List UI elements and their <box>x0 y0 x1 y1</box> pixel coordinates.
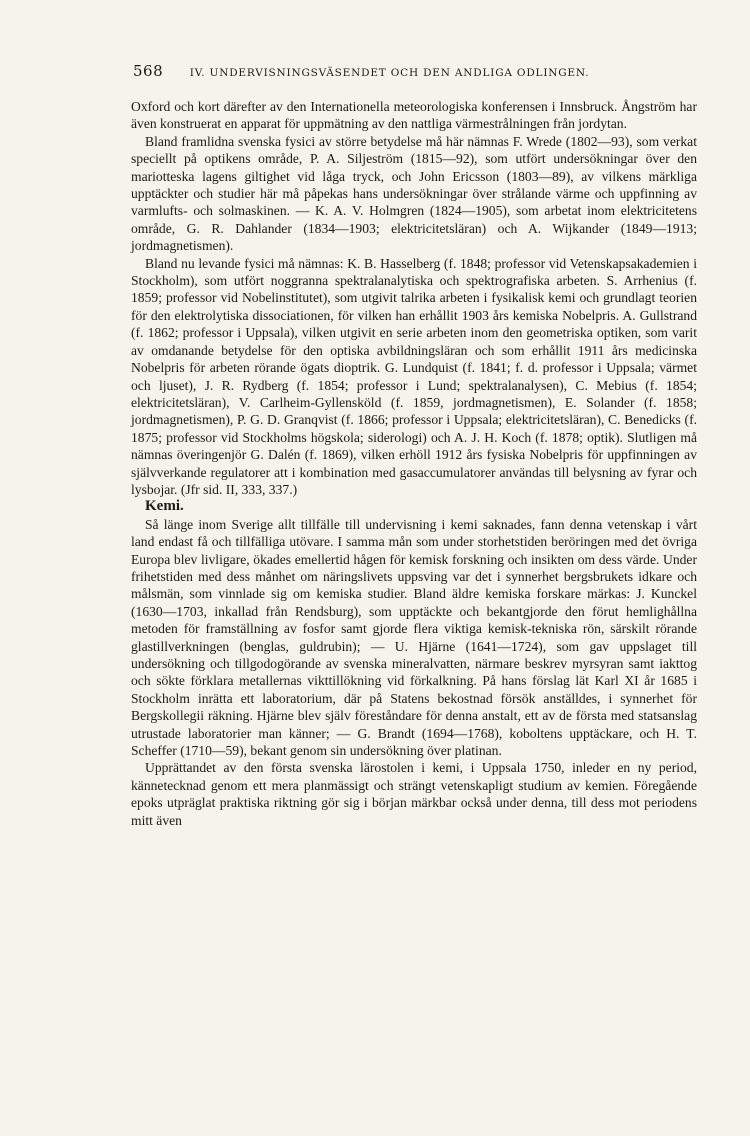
page-header <box>133 62 693 80</box>
paragraph: Upprättandet av den första svenska lärostolen i kemi, i Uppsala 1750, inleder en ny period, kännetecknad genom ett mera planmässigt och strängt vetenskapligt studium av kemien. Föregående epoks utpräglat praktiska riktning gör sig i början märkbar också under denna, till dess mot periodens mitt även <box>131 760 697 828</box>
section-heading: Kemi. <box>145 498 184 515</box>
paragraph: Bland nu levande fysici må nämnas: K. B. Hasselberg (f. 1848; professor vid Vetenskapsakademien i Stockholm), som utfört noggranna spektralanalytiska och spektrografiska arbeten. S. Arrhenius (f. 1859; professor vid Nobelinstitutet), som utgivit talrika arbeten i fysikalisk kemi och grundlagt teorien för den elektrolytiska dissociationen, för vilken han erhållit 1903 års kemiska Nobelpris. A. Gullstrand (f. 1862; professor i Uppsala), vilken utgivit en serie arbeten inom den geometriska optiken, som varit av omdanande betydelse för den optiska avbildningsläran och som erhållit 1911 års medicinska Nobelpris för arbeten rörande ögats dioptrik. G. Lundquist (f. 1841; f. d. professor i Uppsala; värmet och ljuset), J. R. Rydberg (f. 1854; professor i Lund; spektralanalysen), C. Mebius (f. 1854; elektricitetsläran), V. Carlheim-Gyllensköld (f. 1859, jordmagnetismen), E. Solander (f. 1858; jordmagnetismen), P. G. D. Granqvist (f. 1866; professor i Uppsala; elektricitetsläran), C. Benedicks (f. 1875; professor vid Stockholms högskola; siderologi) och A. J. H. Koch (f. 1878; optik). Slutligen må nämnas överingenjör G. Dalén (f. 1869), vilken erhöll 1912 års fysiska Nobelpris för uppfinningen av självverkande regulatorer att i kombination med gasaccumulatorer användas till belysning av fyrar och lysbojar. (Jfr sid. II, 333, 337.) <box>131 255 697 497</box>
paragraph: Bland framlidna svenska fysici av större betydelse må här nämnas F. Wrede (1802—93), som verkat speciellt på optikens område, P. A. Siljeström (1815—92), som utfört undersökningar över den mariotteska lagens giltighet vid låga tryck, och John Ericsson (1803—89), av vilkens märkliga upptäckter och studier här må påpekas hans undersökningar över strålande värme och uppfinning av varmlufts- och solmaskinen. — K. A. V. Holmgren (1824—1905), som arbetat inom elektricitetens område, G. R. Dahlander (1834—1903; elektricitetsläran) och A. Wijkander (1849—1913; jordmagnetismen). <box>131 133 697 254</box>
paragraph: Oxford och kort därefter av den Internationella meteorologiska konferensen i Innsbruck. Ångström har även konstruerat en apparat för uppmätning av den nattliga värmestrålningen från jordytan. <box>131 99 697 132</box>
body-text <box>131 98 697 829</box>
running-title: IV. UNDERVISNINGSVÄSENDET OCH DEN ANDLIGA ODLINGEN. <box>189 67 590 79</box>
paragraph: Så länge inom Sverige allt tillfälle till undervisning i kemi saknades, fann denna vetenskap i vårt land endast få och tillfälliga utövare. I samma mån som under storhetstiden beröringen med det övriga Europa blev livligare, ökades emellertid hågen för kemisk forskning och insikten om dess värde. Under frihetstiden med dess månhet om näringslivets uppsving var det i synnerhet bergsbrukets idkare och målsmän, som vinnlade sig om kemiska studier. Bland äldre kemiska forskare märkas: J. Kunckel (1630—1703, inkallad från Rendsburg), som upptäckte och bekantgjorde den förut hemlighållna metoden för framställning av fosfor samt gjorde flera viktiga kemisk-tekniska rön, särskilt rörande glastillverkningen (benglas, guldrubin); — U. Hjärne (1641—1724), som gav uppslaget till undersökning och tillgodogörande av svenska mineralvatten, närmare beskrev myrsyran samt iakttog och sökte förklara metallernas vikttillökning vid förkalkning. På hans förslag lät Karl XI år 1685 i Stockholm inrätta ett laboratorium, där på Statens bekostnad försök anställdes, i synnerhet för Bergskollegii räkning. Hjärne blev själv föreståndare för denna anstalt, ett av de första med statsanslag utrustade laboratorier man känner; — G. Brandt (1694—1768), koboltens upptäckare, och H. T. Scheffer (1710—59), bekant genom sin undersökning över platinan. <box>131 516 697 759</box>
page-number: 568 <box>133 62 164 80</box>
